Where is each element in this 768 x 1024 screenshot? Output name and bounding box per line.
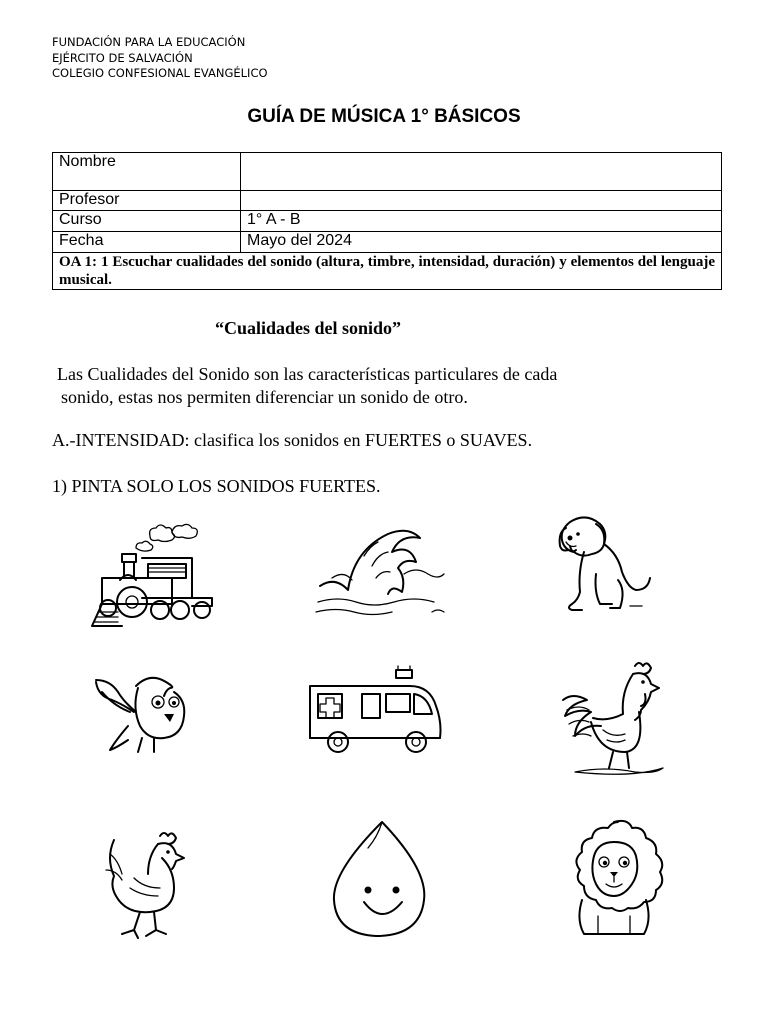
instruction-text: 1) PINTA SOLO LOS SONIDOS FUERTES. [52,476,381,496]
fecha-label: Fecha [53,232,241,253]
hen-image[interactable] [100,826,192,955]
profesor-label: Profesor [53,191,241,211]
ambulance-image[interactable] [300,664,450,765]
curso-value: 1° A - B [241,211,722,232]
dog-image[interactable] [548,514,653,624]
section-subtitle: “Cualidades del sonido” [215,318,402,338]
section-a-heading: A.-INTENSIDAD: clasifica los sonidos en FUERTES o SUAVES. [52,430,533,450]
lion-image[interactable] [558,816,672,947]
nombre-field[interactable] [241,153,722,191]
intro-line-2: sonido, estas nos permiten diferenciar un sonido de otro. [61,387,468,407]
curso-label: Curso [53,211,241,232]
school-header [52,35,268,82]
bird-image[interactable] [92,668,192,773]
intro-line-1: Las Cualidades del Sonido son las características particulares de cada [57,364,558,384]
learning-objective: OA 1: 1 Escuchar cualidades del sonido (altura, timbre, intensidad, duración) y elementos del lenguaje musical. [53,253,722,290]
nombre-label: Nombre [53,153,241,191]
page-title: GUÍA DE MÚSICA 1° BÁSICOS [247,106,521,127]
wave-image[interactable] [312,526,447,629]
train-image[interactable] [80,522,215,639]
header-line-2: EJÉRCITO DE SALVACIÓN [52,50,193,65]
header-line-1: FUNDACIÓN PARA LA EDUCACIÓN [52,35,246,49]
water-drop-image[interactable] [330,818,430,945]
rooster-image[interactable] [555,660,665,787]
profesor-field[interactable] [241,191,722,211]
student-info-table [52,152,722,290]
header-line-3: COLEGIO CONFESIONAL EVANGÉLICO [52,66,268,80]
fecha-value: Mayo del 2024 [241,232,722,253]
